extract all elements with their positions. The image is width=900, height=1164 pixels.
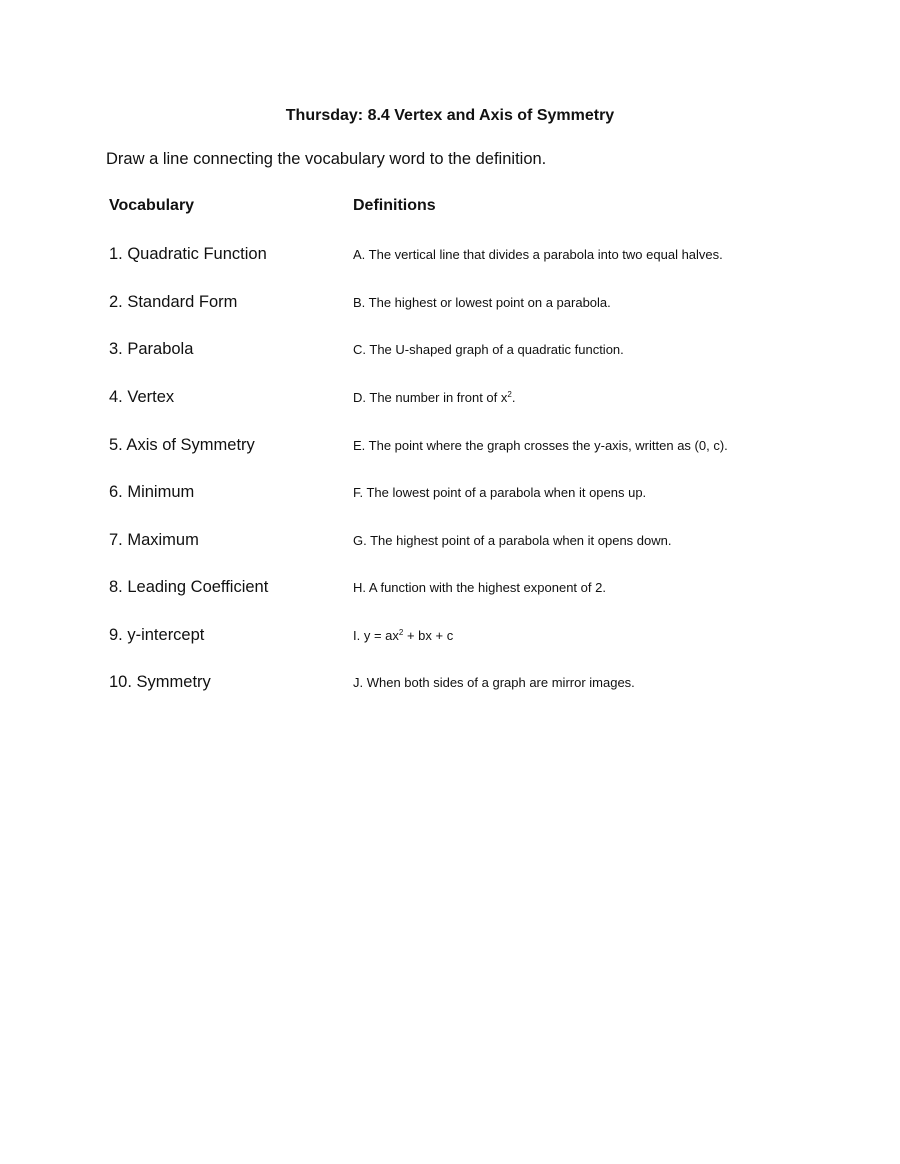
definition-item: J. When both sides of a graph are mirror images. xyxy=(353,675,635,690)
vocab-term: 6. Minimum xyxy=(109,483,195,501)
vocab-term: 7. Maximum xyxy=(109,531,199,549)
vocab-term: 4. Vertex xyxy=(109,388,175,406)
vocab-term: 9. y-intercept xyxy=(109,626,205,644)
exponent-superscript: 2 xyxy=(507,390,512,399)
definition-text: D. The number in front of x xyxy=(353,390,508,405)
matching-row xyxy=(0,576,900,600)
definition-item xyxy=(353,627,453,645)
vocab-term: 3. Parabola xyxy=(109,340,194,358)
vocab-term: 5. Axis of Symmetry xyxy=(109,436,255,454)
exponent-superscript: 2 xyxy=(398,628,404,637)
instruction-text: Draw a line connecting the vocabulary word to the definition. xyxy=(106,150,547,168)
vocabulary-header: Vocabulary xyxy=(109,197,195,214)
worksheet-title: Thursday: 8.4 Vertex and Axis of Symmetry xyxy=(285,107,615,124)
matching-row xyxy=(0,291,900,315)
matching-row xyxy=(0,624,900,648)
matching-row xyxy=(0,386,900,410)
definition-item: E. The point where the graph crosses the y-axis, written as (0, c). xyxy=(353,438,728,453)
vocab-term: 2. Standard Form xyxy=(109,293,238,311)
matching-row xyxy=(0,671,900,695)
definition-text-end: . xyxy=(511,390,516,405)
vocab-term: 10. Symmetry xyxy=(109,673,211,691)
definition-item: B. The highest or lowest point on a parabola. xyxy=(353,295,611,310)
matching-row xyxy=(0,338,900,362)
definition-item: F. The lowest point of a parabola when it opens up. xyxy=(353,485,647,500)
definition-item xyxy=(353,389,515,407)
matching-row xyxy=(0,434,900,458)
definition-item: H. A function with the highest exponent of 2. xyxy=(353,580,606,595)
matching-row xyxy=(0,243,900,267)
matching-row xyxy=(0,481,900,505)
definition-item: G. The highest point of a parabola when it opens down. xyxy=(353,533,672,548)
vocab-term: 8. Leading Coefficient xyxy=(109,578,269,596)
definition-text-end: + bx + c xyxy=(403,628,454,643)
vocab-term: 1. Quadratic Function xyxy=(109,245,267,263)
definition-item: A. The vertical line that divides a parabola into two equal halves. xyxy=(353,247,723,262)
definition-item: C. The U-shaped graph of a quadratic function. xyxy=(353,342,624,357)
definitions-header: Definitions xyxy=(353,197,436,214)
matching-row xyxy=(0,529,900,553)
definition-text: I. y = ax xyxy=(353,628,399,643)
